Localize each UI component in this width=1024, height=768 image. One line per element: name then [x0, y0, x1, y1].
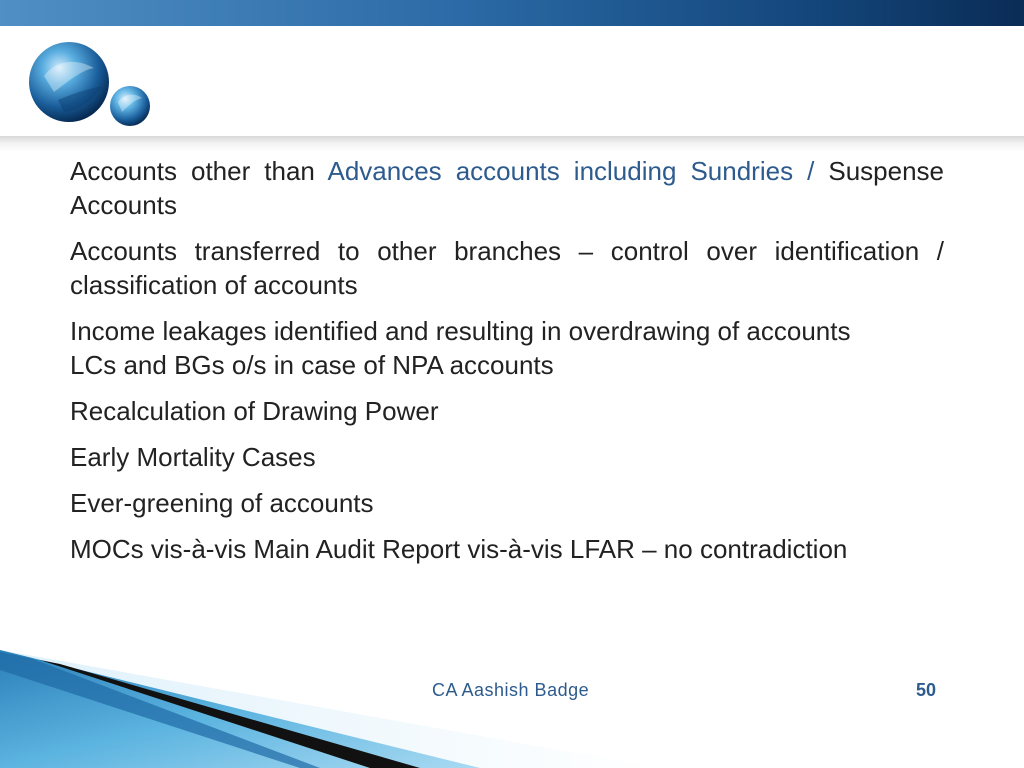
- footer-author: CA Aashish Badge: [432, 680, 590, 700]
- top-bar: [0, 0, 1024, 26]
- list-item: Recalculation of Drawing Power: [70, 396, 439, 426]
- list-item: Early Mortality Cases: [70, 442, 316, 472]
- header-divider: [0, 136, 1024, 152]
- list-item: Ever-greening of accounts: [70, 488, 374, 518]
- globe-logo-icon: [24, 40, 154, 130]
- list-item: Income leakages identified and resulting in overdrawing of accounts: [70, 316, 851, 346]
- bullet-list: [70, 154, 944, 578]
- item-accent-text: Advances accounts including Sundries /: [327, 156, 815, 186]
- item-text-tail: Suspense Accounts: [70, 156, 945, 220]
- list-item: [70, 154, 944, 222]
- item-text: Accounts other than: [70, 156, 328, 186]
- list-item: MOCs vis-à-vis Main Audit Report vis-à-vis LFAR – no contradiction: [70, 534, 848, 564]
- list-item: Accounts transferred to other branches – control over identification / classification of accounts: [70, 236, 944, 300]
- page-number: 50: [916, 680, 937, 700]
- list-item: LCs and BGs o/s in case of NPA accounts: [70, 350, 554, 380]
